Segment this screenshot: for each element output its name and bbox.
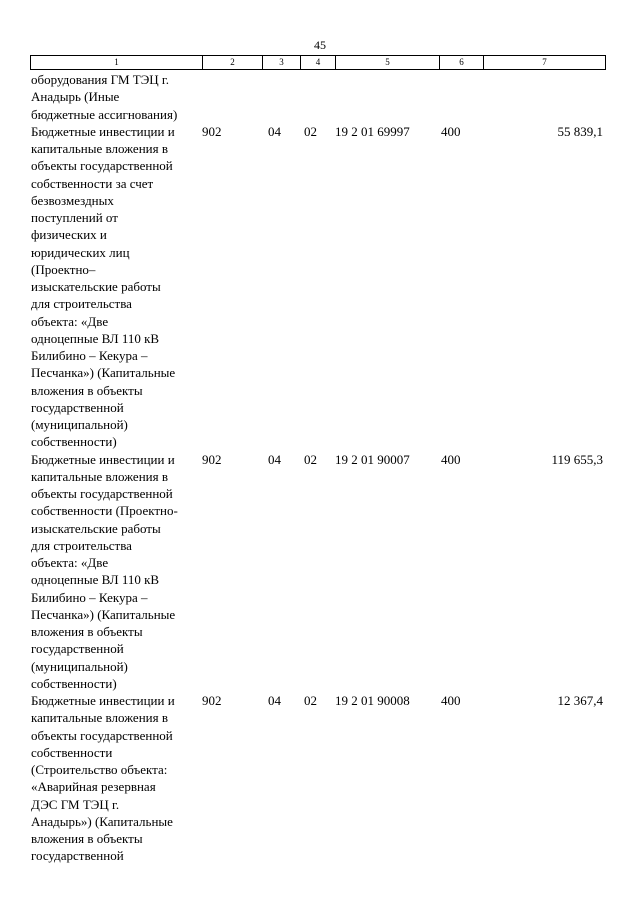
expense-type-code: 400 (441, 451, 461, 467)
header-cell-2: 2 (203, 56, 263, 70)
section-code (262, 71, 300, 123)
item-name: Бюджетные инвестиции и капитальные вложения в объекты государственной собственности (Проектно- изыскательские работы для строительства объекта: «Две одноцепные ВЛ 110 кВ Билибино – Кекура – Песчанка») (Капитальные вложения в объекты государственной (муниципальной) собственности) (31, 451, 178, 691)
subsection-code (300, 71, 335, 123)
item-name: Бюджетные инвестиции и капитальные вложения в объекты государственной собственности (Строительство объекта: «Аварийная резервная ДЭС ГМ ТЭЦ г. Анадырь») (Капитальные вложения в объекты государственной (31, 693, 175, 864)
target-article-code: 19 2 01 90008 (335, 693, 410, 708)
table-row (30, 71, 605, 123)
expense-type-code: 400 (441, 123, 461, 139)
subsection-code: 02 (304, 123, 317, 139)
item-name: оборудования ГМ ТЭЦ г. Анадырь (Иные бюджетные ассигнования) (31, 72, 178, 122)
header-cell-7: 7 (484, 56, 606, 70)
table-row (30, 451, 605, 693)
item-name: Бюджетные инвестиции и капитальные вложения в объекты государственной собственности за счет безвозмездных поступлений от физических и юридических лиц (Проектно– изыскательские работы для строительства объекта: «Две одноцепные ВЛ 110 кВ Билибино – Кекура – Песчанка») (Капитальные вложения в объекты государственной (муниципальной) собственности) (31, 123, 176, 450)
table-row (30, 692, 605, 865)
header-cell-3: 3 (263, 56, 301, 70)
table-row (30, 123, 605, 451)
header-cell-1: 1 (31, 56, 203, 70)
target-article-code (335, 71, 439, 123)
budget-table (30, 71, 605, 865)
admin-code (202, 71, 262, 123)
expense-type-code (439, 71, 483, 123)
admin-code: 902 (202, 451, 222, 467)
subsection-code: 02 (304, 693, 317, 708)
header-cell-6: 6 (440, 56, 484, 70)
subsection-code: 02 (304, 451, 317, 467)
amount: 119 655,3 (551, 451, 603, 467)
header-row (31, 56, 606, 70)
admin-code: 902 (202, 693, 222, 708)
header-cell-4: 4 (301, 56, 336, 70)
header-cell-5: 5 (336, 56, 440, 70)
page-number: 45 (314, 38, 326, 52)
column-number-header (30, 55, 606, 70)
amount (483, 71, 605, 123)
section-code: 04 (268, 123, 281, 139)
amount: 55 839,1 (557, 123, 603, 139)
expense-type-code: 400 (441, 693, 461, 708)
section-code: 04 (268, 693, 281, 708)
amount: 12 367,4 (557, 693, 603, 708)
target-article-code: 19 2 01 90007 (335, 451, 410, 467)
section-code: 04 (268, 451, 281, 467)
target-article-code: 19 2 01 69997 (335, 123, 410, 139)
admin-code: 902 (202, 123, 222, 139)
